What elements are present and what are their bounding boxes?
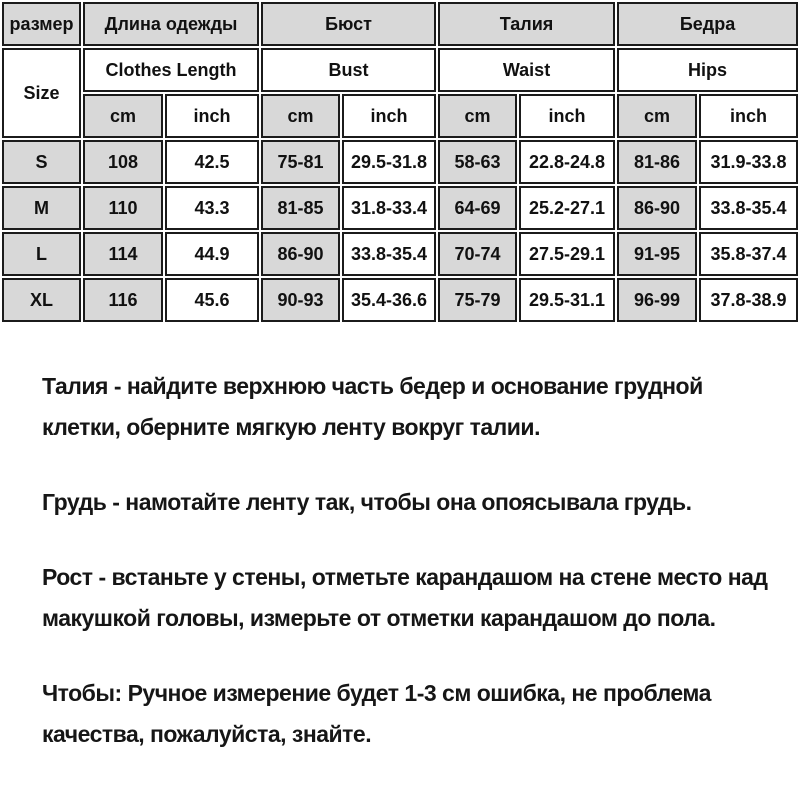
unit-hips-inch: inch [699, 94, 798, 138]
header-waist-ru: Талия [438, 2, 615, 46]
size-label: XL [2, 278, 81, 322]
unit-bust-inch: inch [342, 94, 436, 138]
header-clothes-length-en: Clothes Length [83, 48, 259, 92]
measurement-value: 75-81 [261, 140, 340, 184]
measurement-value: 22.8-24.8 [519, 140, 615, 184]
measurement-value: 29.5-31.8 [342, 140, 436, 184]
measurement-value: 31.9-33.8 [699, 140, 798, 184]
measurement-value: 27.5-29.1 [519, 232, 615, 276]
measurement-value: 33.8-35.4 [699, 186, 798, 230]
header-size-en: Size [2, 48, 81, 138]
unit-waist-cm: cm [438, 94, 517, 138]
measurement-value: 42.5 [165, 140, 259, 184]
measurement-notes [0, 324, 800, 755]
size-label: L [2, 232, 81, 276]
measurement-value: 33.8-35.4 [342, 232, 436, 276]
header-size-ru: размер [2, 2, 81, 46]
measurement-value: 86-90 [617, 186, 697, 230]
measurement-value: 25.2-27.1 [519, 186, 615, 230]
size-label: S [2, 140, 81, 184]
unit-waist-inch: inch [519, 94, 615, 138]
measurement-value: 44.9 [165, 232, 259, 276]
measurement-value: 29.5-31.1 [519, 278, 615, 322]
unit-length-cm: cm [83, 94, 163, 138]
header-bust-en: Bust [261, 48, 436, 92]
measurement-value: 45.6 [165, 278, 259, 322]
measurement-value: 37.8-38.9 [699, 278, 798, 322]
unit-hips-cm: cm [617, 94, 697, 138]
header-row-units [2, 94, 798, 138]
header-row-russian [2, 2, 798, 46]
note-waist: Талия - найдите верхнюю часть бедер и основание грудной клетки, оберните мягкую ленту вокруг талии. [42, 373, 703, 440]
measurement-value: 81-86 [617, 140, 697, 184]
measurement-value: 116 [83, 278, 163, 322]
measurement-value: 35.4-36.6 [342, 278, 436, 322]
measurement-value: 108 [83, 140, 163, 184]
header-row-english [2, 48, 798, 92]
unit-length-inch: inch [165, 94, 259, 138]
unit-bust-cm: cm [261, 94, 340, 138]
measurement-value: 64-69 [438, 186, 517, 230]
table-row-xl [2, 278, 798, 322]
measurement-value: 58-63 [438, 140, 517, 184]
measurement-value: 43.3 [165, 186, 259, 230]
size-label: M [2, 186, 81, 230]
note-height: Рост - встаньте у стены, отметьте карандашом на стене место над макушкой головы, измерьте от отметки карандашом до пола. [42, 564, 768, 631]
measurement-value: 31.8-33.4 [342, 186, 436, 230]
size-chart-table [0, 0, 800, 324]
measurement-value: 114 [83, 232, 163, 276]
table-row-l [2, 232, 798, 276]
header-bust-ru: Бюст [261, 2, 436, 46]
measurement-value: 110 [83, 186, 163, 230]
measurement-value: 96-99 [617, 278, 697, 322]
measurement-value: 90-93 [261, 278, 340, 322]
header-hips-ru: Бедра [617, 2, 798, 46]
note-bust: Грудь - намотайте ленту так, чтобы она опоясывала грудь. [42, 489, 692, 515]
measurement-value: 86-90 [261, 232, 340, 276]
table-row-m [2, 186, 798, 230]
measurement-value: 91-95 [617, 232, 697, 276]
header-hips-en: Hips [617, 48, 798, 92]
table-row-s [2, 140, 798, 184]
measurement-value: 75-79 [438, 278, 517, 322]
measurement-value: 70-74 [438, 232, 517, 276]
note-disclaimer: Чтобы: Ручное измерение будет 1-3 см ошибка, не проблема качества, пожалуйста, знайте. [42, 680, 711, 747]
measurement-value: 35.8-37.4 [699, 232, 798, 276]
measurement-value: 81-85 [261, 186, 340, 230]
header-clothes-length-ru: Длина одежды [83, 2, 259, 46]
header-waist-en: Waist [438, 48, 615, 92]
